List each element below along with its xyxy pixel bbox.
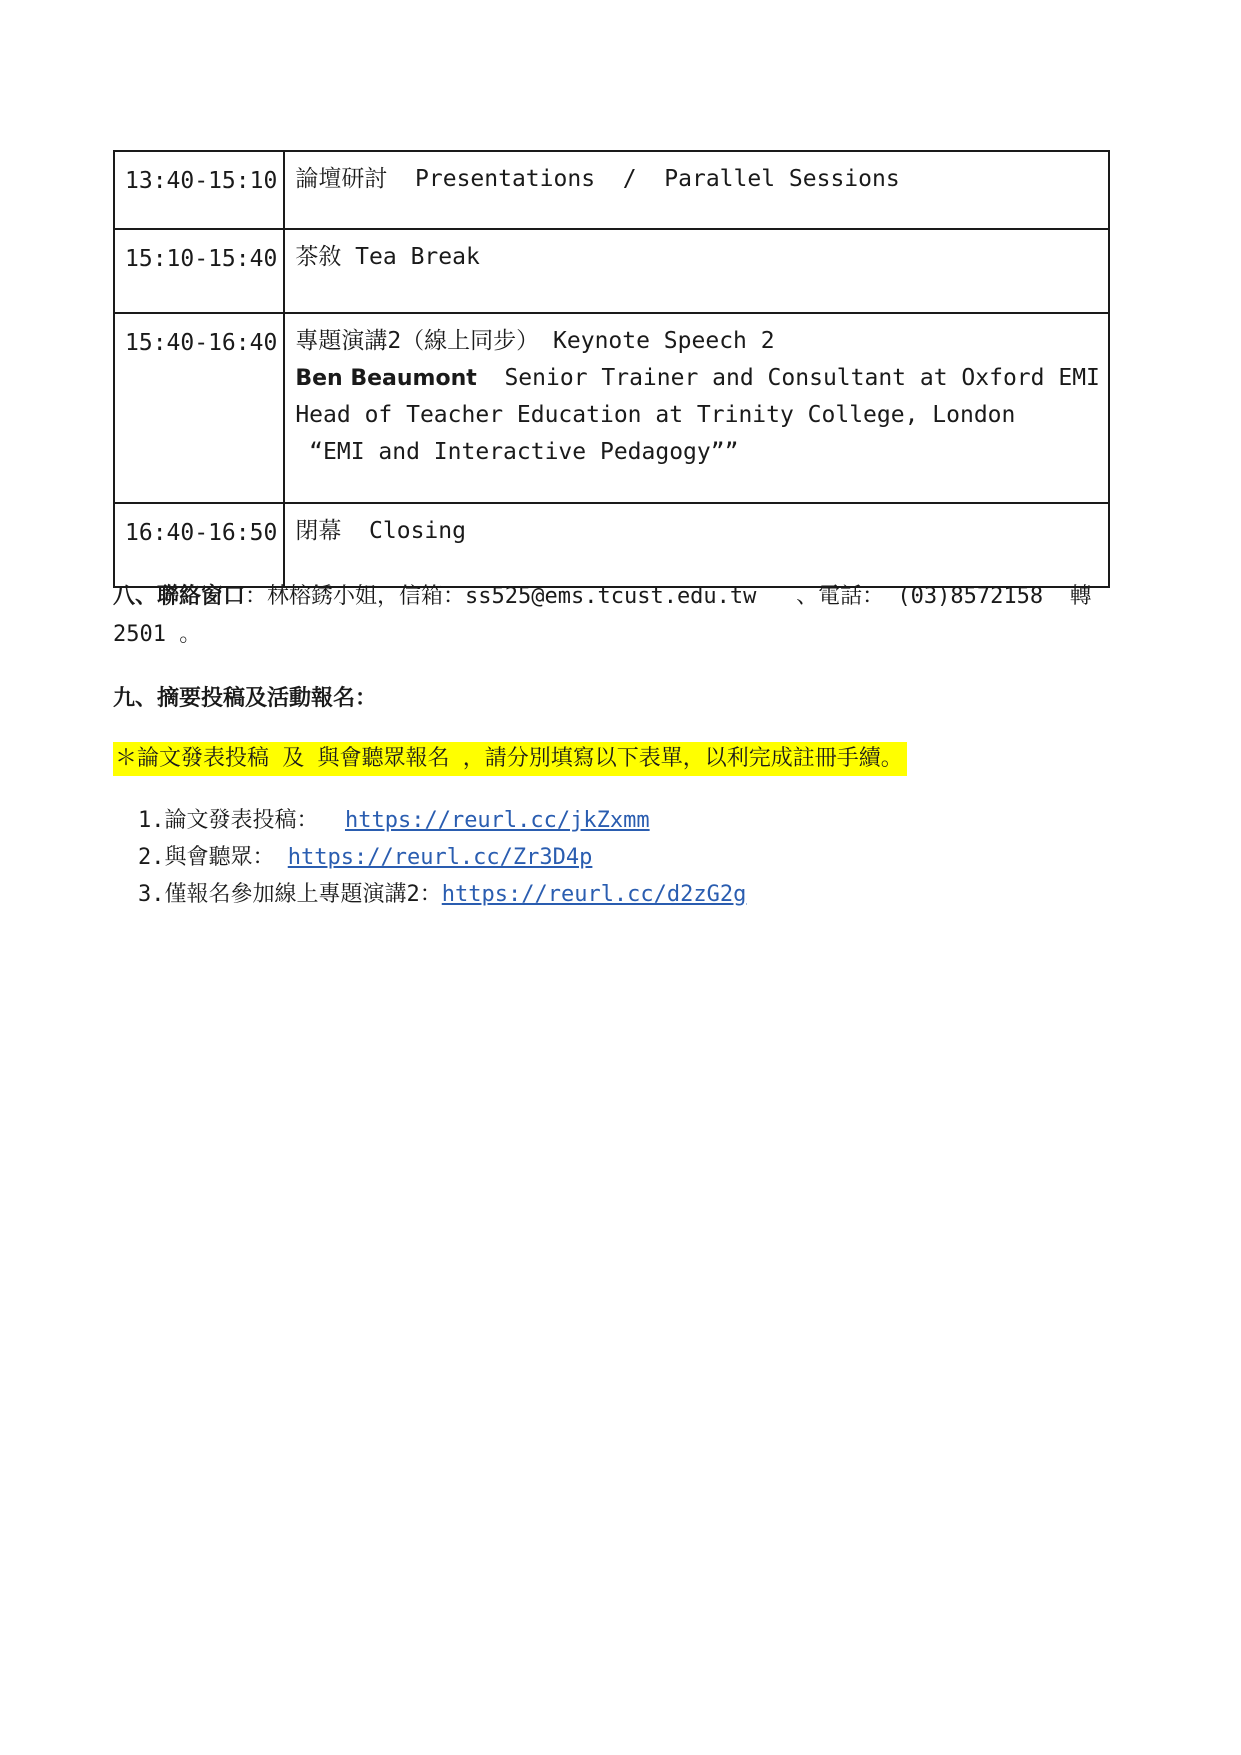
list-item [138, 839, 746, 876]
schedule-time: 13:40-15:10 [114, 151, 284, 229]
speaker-role: Senior Trainer and Consultant at Oxford EMI [476, 365, 1100, 391]
registration-links [138, 802, 746, 913]
list-item [138, 802, 746, 839]
schedule-time: 16:40-16:50 [114, 503, 284, 587]
speaker-name: Ben Beaumont [295, 366, 477, 391]
paper-submission-link[interactable]: https://reurl.cc/jkZxmm [344, 808, 650, 833]
schedule-item [284, 503, 1109, 587]
schedule-item [284, 313, 1109, 503]
schedule-row [114, 503, 1109, 587]
schedule-item [284, 151, 1109, 229]
contact-heading: 八、聯絡窗口 [113, 584, 246, 609]
schedule-item [284, 229, 1109, 313]
list-item [138, 876, 746, 913]
link-label: 2.與會聽眾： [138, 845, 288, 870]
schedule-time: 15:40-16:40 [114, 313, 284, 503]
schedule-item-text: 茶敘 Tea Break [295, 244, 480, 270]
speaker-line [295, 360, 1100, 397]
schedule-time: 15:10-15:40 [114, 229, 284, 313]
link-label: 1.論文發表投稿： [138, 808, 345, 833]
contact-text: ：林榕銹小姐，信箱：ss525@ems.tcust.edu.tw 、電話： (03)8572158 轉 2501 。 [113, 584, 1105, 647]
highlighted-notice: ＊論文發表投稿 及 與會聽眾報名 ，請分別填寫以下表單，以利完成註冊手續。 [113, 742, 907, 776]
schedule-item-text: 閉幕 Closing [295, 518, 466, 544]
keynote-registration-link[interactable]: https://reurl.cc/d2zG2g [441, 882, 747, 907]
schedule-table [113, 150, 1110, 588]
schedule-row [114, 313, 1109, 503]
link-label: 3.僅報名參加線上專題演講2： [138, 882, 442, 907]
attendee-registration-link[interactable]: https://reurl.cc/Zr3D4p [287, 845, 593, 870]
talk-title: “EMI and Interactive Pedagogy”” [295, 439, 739, 465]
schedule-row [114, 229, 1109, 313]
schedule-item-text: 論壇研討 Presentations / Parallel Sessions [295, 166, 900, 192]
contact-section [113, 578, 1133, 654]
submission-heading [113, 680, 377, 718]
speaker-role-2: Head of Teacher Education at Trinity College, London [295, 402, 1016, 428]
keynote-title: 專題演講2（線上同步） Keynote Speech 2 [295, 328, 775, 354]
section-heading: 九、摘要投稿及活動報名： [113, 686, 378, 711]
schedule-row [114, 151, 1109, 229]
